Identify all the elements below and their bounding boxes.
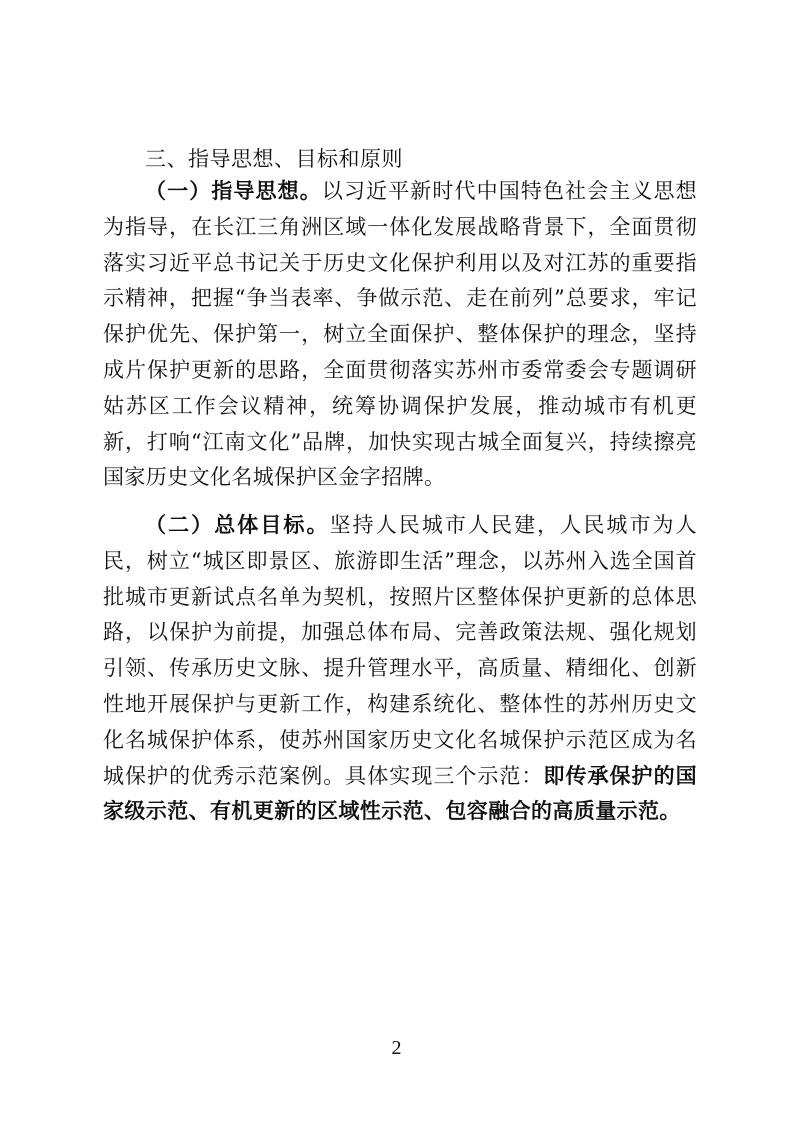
paragraph-lead: （二）总体目标。 [145, 513, 330, 537]
paragraph-guiding-ideology [103, 174, 697, 496]
paragraph-overall-goal [103, 508, 697, 830]
section-heading: 三、指导思想、目标和原则 [145, 147, 403, 171]
paragraph-body: 以习近平新时代中国特色社会主义思想为指导，在长江三角洲区域一体化发展战略背景下，全面贯彻落实习近平总书记关于历史文化保护利用以及对江苏的重要指示精神，把握“争当表率、争做示范、走在前列”总要求，牢记保护优先、保护第一，树立全面保护、整体保护的理念，坚持成片保护更新的思路，全面贯彻落实苏州市委常委会专题调研姑苏区工作会议精神，统筹协调保护发展，推动城市有机更新，打响“江南文化”品牌，加快实现古城全面复兴，持续擦亮国家历史文化名城保护区金字招牌。 [103, 179, 697, 490]
paragraph-lead: （一）指导思想。 [145, 179, 322, 203]
page-number: 2 [391, 1037, 402, 1059]
paragraph-emphasis: 即传承保护的国家级示范、有机更新的区域性示范、包容融合的高质量示范。 [103, 763, 697, 824]
paragraph-body: 坚持人民城市人民建，人民城市为人民，树立“城区即景区、旅游即生活”理念，以苏州入选全国首批城市更新试点名单为契机，按照片区整体保护更新的总体思路，以保护为前提，加强总体布局、完善政策法规、强化规划引领、传承历史文脉、提升管理水平，高质量、精细化、创新性地开展保护与更新工作，构建系统化、整体性的苏州历史文化名城保护体系，使苏州国家历史文化名城保护示范区成为名城保护的优秀示范案例。具体实现三个示范： [103, 513, 697, 788]
